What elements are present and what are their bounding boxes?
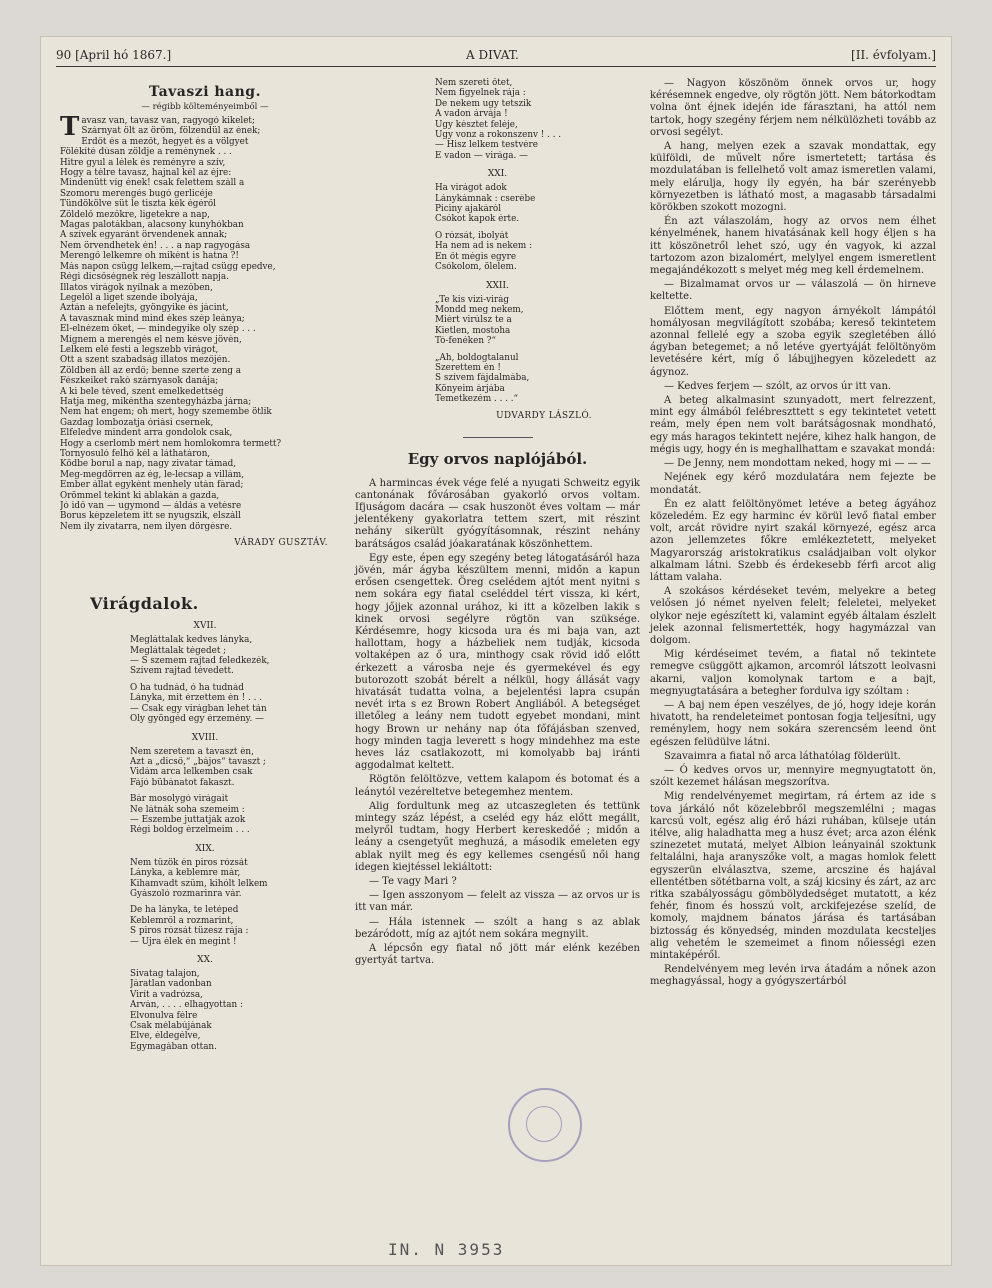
verse-line: A ki bele téved, szent emelkedettség [60,386,224,397]
verse-line: Keblemről a rozmarint, [130,915,234,926]
verse-line: Nem figyelnek rája : [435,88,526,99]
verse-line: Gyászoló rozmarinra vár. [130,888,242,899]
verse-line: Nem örvendhetek én! . . . a nap ragyogása [60,240,251,251]
verse-line: Zöldben áll az erdő; benne szerte zeng a [60,365,242,376]
paragraph: A lépcsőn egy fiatal nő jött már elénk kezében gyertyát tartva. [355,943,640,967]
stanza-lines [355,183,640,272]
verse-line: S szívem fájdalmába, [435,373,530,384]
verse-line: Ha virágot adok [435,183,507,194]
verse-line: E vadon — virága. — [435,150,528,161]
verse-line: Sivatag talajon, [130,969,200,979]
verse-line: Csak mélabújának [130,1021,212,1032]
verse-line: Tó-fenéken ?“ [435,336,496,347]
poem-body [60,112,350,532]
verse-line: Ugy késztet feléje, [435,119,518,130]
verse-line: Lánykámnak : cserébe [435,193,536,204]
verse-line: Zöldelő mezőkre, ligetekre a nap, [60,209,210,220]
stanza-number: XVIII. [191,732,219,743]
verse-line: — Ujra élek én megint ! [130,936,237,947]
verse-line: Nem tűzök én piros rózsát [130,857,248,868]
verse-line: Élve, éldegélve, [130,1031,201,1042]
paragraph: — Te vagy Mari ? [369,876,457,888]
paragraph: — Ó kedves orvos ur, mennyire megnyugtatott ön, szólt kezemet hálásan megszorítva. [650,764,936,789]
stanza-lines [60,858,350,947]
verse-line: Fájó bübánatot fakaszt. [130,777,235,788]
verse-line: De nekem ugy tetszik [435,98,532,109]
poem-lines [60,112,350,532]
verse-line: Ködbe borul a nap, nagy zivatar támad, [60,459,237,470]
verse-line: Elvonulva félre [130,1010,198,1021]
verse-line: — Hisz lelkem testvére [435,140,538,151]
paragraph: — De Jenny, nem mondottam neked, hogy mi — — — [664,458,931,470]
verse-line: Ne látnák soha szemeim : [130,804,245,815]
column-1 [60,78,350,1052]
verse-line: Régi dicsőségnek rég leszállott napja. [60,272,229,283]
verse-line: Vidám arca lelkemben csak [130,767,253,778]
verse-line: — S szemem rajtad feledkezék, [130,656,270,667]
article-title: Egy orvos naplójából. [407,449,588,468]
article-body-continued [650,78,936,989]
stanza-number: XVII. [193,621,217,632]
paragraph: — Bizalmamat orvos ur — válaszolá — ön hirneve keltette. [650,279,936,303]
verse-line: Hogy a cserlomb mért nem homlokomra termett? [60,438,282,449]
verse-line: „Te kis vizi-virág [435,294,509,305]
verse-line: Megláttalak tégedet ; [130,645,227,656]
poem-subtitle: — régibb költeményeimből — [141,102,269,112]
poem-title: Tavaszi hang. [149,84,261,100]
verse-line: Ugy vonz a rokonszenv ! . . . [435,130,562,141]
verse-line: Mindenütt víg ének! csak felettem száll a [60,178,245,189]
poem-continuation [355,78,640,161]
verse-line: Fészkeiket rakó szárnyasok danája; [60,376,219,387]
verse-line: Régi boldog érzelmeim . . . [130,825,250,836]
stanza-number: XX. [197,955,213,965]
verse-line: A vadon árvája ! [435,109,508,120]
verse-line: — Eszembe juttatják azok [130,814,246,825]
verse-line: Temetkezém . . . .“ [435,394,519,405]
separator [463,437,533,438]
verse-line: Ember állat egyként menhely után fárad; [60,480,244,491]
verse-line: Miért virúlsz te a [435,315,512,326]
header-rule [56,66,936,67]
verse-line: Fölékíté dúsan zöldje a reménynek . . . [60,147,232,158]
verse-line: Mígnem a merengés el nem késve jövén, [60,334,242,345]
verse-line: Aztán a nefelejts, gyöngyike és jácint, [60,303,229,314]
article-body [355,478,640,968]
paragraph: A beteg alkalmasint szunyadott, mert felrezzent, mint egy álmából felébreszttett s egy tekintetet vetett reám, mely épen nem volt barátságosnak mondható, egy más haragos tekintett nejére, kihez halk hangon, de mégis ugy, hogy én is meghallhattam e szavakat mondá: [650,395,936,455]
paragraph: Én ez alatt felöltönyömet letéve a beteg ágyához közeledém. Ez egy harminc év körül levő fiatal ember volt, arcát rövidre nyirt szakál környezé, egész arca azon jellemzetes főkre emlékeztetett, melyeket Magyarország aristokratikus családjaiban volt olykor alkalmam látni. Szebb és érdekesebb férfi arcot alig láttam valaha. [650,498,936,583]
verse-line: Szívem rajtad tévedett. [130,666,234,677]
library-stamp [508,1088,582,1162]
verse-line: Erdőt és a mezőt, hegyet és a völgyet [81,136,249,147]
stanza-lines [60,969,350,1052]
verse-line: Bár mosolygó virágait [130,794,229,805]
verse-line: Virít a vadrózsa, [130,989,203,1000]
verse-line: avasz van, tavasz van, ragyogó kikelet; [81,116,255,126]
verse-line: El-elnézem őket, — mindegyike oly szép . . . [60,324,256,335]
verse-line: Lányka, mit érzettem én ! . . . [130,693,263,704]
verse-line: Nem hat engem; oh mert, hogy szemembe ötlik [60,407,272,418]
paragraph: Mig kérdéseimet tevém, a fiatal nő tekintete remegve csüggött ajkamon, arcomról látszott leolvasni akarni, valjon komolynak tartom e a bajt, megnyugtatására a betegher fordulva igy szóltam : [650,649,936,697]
verse-line: Más napon csügg lelkem,—rajtad csügg epedve, [60,261,276,272]
verse-line: Azt a „dicső,“ „bájos“ tavaszt ; [130,756,266,767]
verse-line: Örömmel tekint ki ablakán a gazda, [60,490,220,501]
verse-line: Csókolom, ölelem. [435,262,517,273]
drop-cap-letter: T [60,112,80,142]
verse-line: Kietlen, mostoha [435,325,511,336]
verse-line: Hatja meg, mikéntha szentegyházba járna; [60,396,252,407]
verse-line: Kihamvadt szűm, kihólt lelkem [130,878,268,889]
verse-line: Meg-megdörren az ég, le-lecsap a villám, [60,469,245,480]
verse-line: „Ah, boldogtalanul [435,352,519,363]
verse-line: Járatlan vadonban [130,979,212,990]
verse-line: Legelől a liget szende ibolyája, [60,292,198,303]
verse-line: Megláttalak kedves lányka, [130,635,253,646]
verse-line: A tavasznak mind mind ékes szép leánya; [60,313,245,324]
paragraph: A szokásos kérdéseket tevém, melyekre a beteg velősen jó német nyelven felelt; feleletei, melyeket olykor neje egészített ki, valamint egyéb általam észlelt jelek azonnal felismertették, hogy hagymázzal van dolgom. [650,586,936,646]
paragraph: Én azt válaszolám, hogy az orvos nem élhet kényelmének, hanem hivatásának kell hogy éljen s ha itt köszönetről lehet szó, ugy én vagyok, ki azzal tartozom azon bizalomért, melylyel engem ismeretlent megajándékozott s melyet még meg kell érdemelnem. [650,216,936,277]
verse-line: Tündökölve süt le tiszta kék égéről [60,199,216,210]
stanza-number: XXII. [486,280,509,291]
paragraph: Alig fordultunk meg az utcaszegleten és tettünk mintegy száz lépést, a cseléd egy ház előtt megállt, melyről tudtam, hogy Herbert kereskedőé ; midőn a leány a csengetyűt meghuzá, a második emeleten egy ablak nyilt meg és egy kellemes csengésű női hang idegen kiejtéssel lekiáltott: [355,800,640,873]
column-3 [650,78,936,991]
verse-line: Ó ha tudnád, ó ha tudnád [130,682,244,693]
verse-line: Lelkem elé festi a legszebb virágot, [60,344,219,355]
verse-line: Nem szereti őtet, [435,78,513,88]
paragraph: A harmincas évek vége felé a nyugati Schweitz egyik cantonának fővárosában gyakorló orvos voltam. Ifjuságom dacára — csak huszonöt éves voltam — már jelentékeny gyakorlatra tettem szert, mit részint nehány sikerült gyógyításomnak, részint nehány barátságos család jóakaratának köszönhettem. [355,477,640,550]
verse-line: S piros rózsát tüzesz rája : [130,926,249,937]
stanza-number: XIX. [195,843,215,854]
verse-line: Szomoru merengés bugó gerlicéje [60,188,213,199]
verse-line: Könyeim árjába [435,383,505,394]
inventory-handwritten: IN. N 3953 [388,1240,505,1259]
stanza-lines [60,635,350,724]
verse-line: Ő rózsát, ibolyát [435,230,509,241]
paragraph: — A baj nem épen veszélyes, de jó, hogy ideje korán hivatott, ha rendeleteimet pontosan fogja teljesítni, ugy reménylem, hogy nem sokára szerencsém leend önt egészen felüdülve látni. [650,699,936,748]
paragraph: A hang, melyen ezek a szavak mondattak, egy külföldi, de művelt nőre ismertetett; tartása és mozdulatában is fellelhető volt amaz ismeretlen valami, mely elárulja, hogy ily egyén, ha bár szerényebb környezetben is látható most, a magasabb társadalmi körökben szokott mozogni. [650,141,936,214]
paragraph: Mig rendelvényemet megirtam, rá értem az ide s tova járkáló nőt közelebbről megszemlélni ; magas karcsú volt, egész alig érő házi ruhában, külseje után itélve, alig haladhatta meg a husz évet; arca azon élénk szinezetet mutatá, melyet Albion leányainál szoktunk feltalálni, haja aranyszőke volt, a magas homlok felett egyszerün elválasztva, szeme, arcszine és hajával ellentétben sötétbarna volt, a száj kicsiny és zárt, az arc ritka szabályosságu gömbölydedséget mutatott, a kéz fehér, finom és hosszú volt, arckifejezése szelíd, de komoly, majdnem bánatos járása és tartásában biztosság és könyedség, minden mozdulata kecsteljes alig vehetém le szemeimet a finom nőiességi ezen mintaképéről. [650,791,936,962]
paragraph: — Nagyon köszönöm önnek orvos ur, hogy kérésemnek engedve, oly rögtön jött. Nem bátorkodtam volna önt éjnek idején ide fárasztani, ha attól nem tartok, hogy szegény férjem nem nélkülözheti tovább az orvosi segélyt. [650,78,936,138]
verse-line: Illatos virágok nyílnak a mezőben, [60,282,213,293]
verse-line: Tornyosuló felhő kél a láthatáron, [60,449,211,459]
paragraph: Szavaimra a fiatal nő arca láthatólag földerült. [664,750,901,762]
verse-line: Nem ily zivatarra, nem ilyen dörgésre. [60,521,233,532]
stanza-number: XXI. [487,169,508,180]
verse-line: Jó idő van — ugymond — áldás a vetésre [60,501,242,512]
verse-line: Nem szeretem a tavaszt én, [130,746,254,757]
stanza-lines [355,295,640,405]
verse-line: Ha nem ad is nekem : [435,241,533,252]
verse-line: Borus képzeletem itt se nyugszik, elszáll [60,511,241,522]
verse-line: Ott a szent szabadság illatos mezőjén. [60,355,231,366]
verse-line: Mondd meg nekem, [435,304,524,315]
verse-line: Lányka, a keblemre már, [130,868,241,879]
paragraph: — Kedves ferjem — szólt, az orvos úr itt van. [664,380,892,392]
verse-line: Egymagában ottan. [130,1041,217,1052]
section-title: Virágdalok. [90,594,199,614]
poem-signature: VÁRADY GUSZTÁV. [234,538,328,549]
header-volume: [II. évfolyam.] [851,48,936,62]
verse-line: Csókot kapok érte. [435,214,520,225]
verse-line: Hitre gyul a lélek és reményre a szív, [60,157,226,168]
header-journal: A DIVAT. [466,48,519,62]
verse-line: Szárnyat ölt az öröm, fölzendül az ének; [81,126,261,137]
column-2 [355,78,640,969]
paragraph: Rögtön felöltözve, vettem kalapom és botomat és a leánytól vezéreltetve betegemhez mentem. [355,774,640,798]
verse-line: De ha lányka, te letéped [130,905,239,916]
verse-line: Hogy a télre tavasz, hajnal kél az éjre: [60,168,232,179]
paragraph: Egy este, épen egy szegény beteg látogatásáról haza jövén, már ágyba készültem menni, midőn a kapun erősen csengettek. Öreg cselédem ajtót ment nyitni s nem sokára egy fiatal cseléddel tért vissza, ki kért, hogy jőjjek azonnal urához, ki itt a közelben lakik s kinek orvosi segélyre rögtön van szüksége. Kérdésemre, hogy kicsoda ura és mi baja van, azt hallottam, hogy a házbeliek nem tudják, kicsoda voltaképen az ő ura, minthogy csak rövid idő előtt érkezett a városba neje és gyermekével és egy butorozott szobát bérelt a nélkül, hogy állását vagy hivatását tudatta volna, a bejelentési lapra csupán nevét irta s ez Brown Robert Angliából. A betegséget illetőleg a leány nem tudott egyebet mondani, mint hogy Brown ur nehány nap óta főfájásban szenved, hogy minden tagja leverett s hogy mindehhez ma este heves láz csatlakozott, mi komolyabb baj iránti aggodalmat keltett. [355,552,640,772]
verse-line: Én őt mégis egyre [435,251,517,262]
verse-line: Elfeledve mindent arra gondolok csak, [60,428,233,439]
paragraph: Előttem ment, egy nagyon árnyékolt lámpától homályosan megvilágított szobába; kereső tekintetem azonnal fellelé egy a szoba egyik szegletében álló ágyban betegemet; a nő letéve gyertyáját felöltönyöm levetésére kért, míg ő lábujjhegyen közeledett az ágynoz. [650,305,936,378]
verse-line: — Csak egy virágban lehet tán [130,703,267,714]
verse-line: Gazdag lombozatja óriási csernek, [60,417,214,428]
stanza-lines [60,747,350,836]
page-header [56,48,936,66]
verse-line: Oly gyöngéd egy érzemény. — [130,714,264,725]
verse-line: Magas palotákban, alacsony kunyhókban [60,220,244,231]
paragraph: — Hála istennek — szólt a hang s az ablak bezáródott, míg az ajtót nem sokára megnyilt. [355,916,640,940]
header-date: 90 [April hó 1867.] [56,48,172,62]
paragraph: — Igen asszonyom — felelt az vissza — az orvos ur is itt van már. [355,890,640,914]
paragraph: Rendelvényem meg levén irva átadám a nőnek azon meghagyással, hogy a gyógyszertárból [650,964,936,988]
paragraph: Nejének egy kérő mozdulatára nem fejezte be mondatát. [650,472,936,496]
poem-stanzas [60,621,350,1052]
verse-line: Szerettem én ! [435,362,501,373]
poem-signature: UDVARDY LÁSZLÓ. [496,410,592,421]
verse-line: Árván, . . . . elhagyottan : [130,1000,243,1011]
verse-line: Piciny ajakáról [435,204,502,215]
verse-line: A szívek egyaránt örvendenek annak; [60,230,228,241]
verse-line: Merengő lelkemre oh miként is hatna ?! [60,251,239,262]
